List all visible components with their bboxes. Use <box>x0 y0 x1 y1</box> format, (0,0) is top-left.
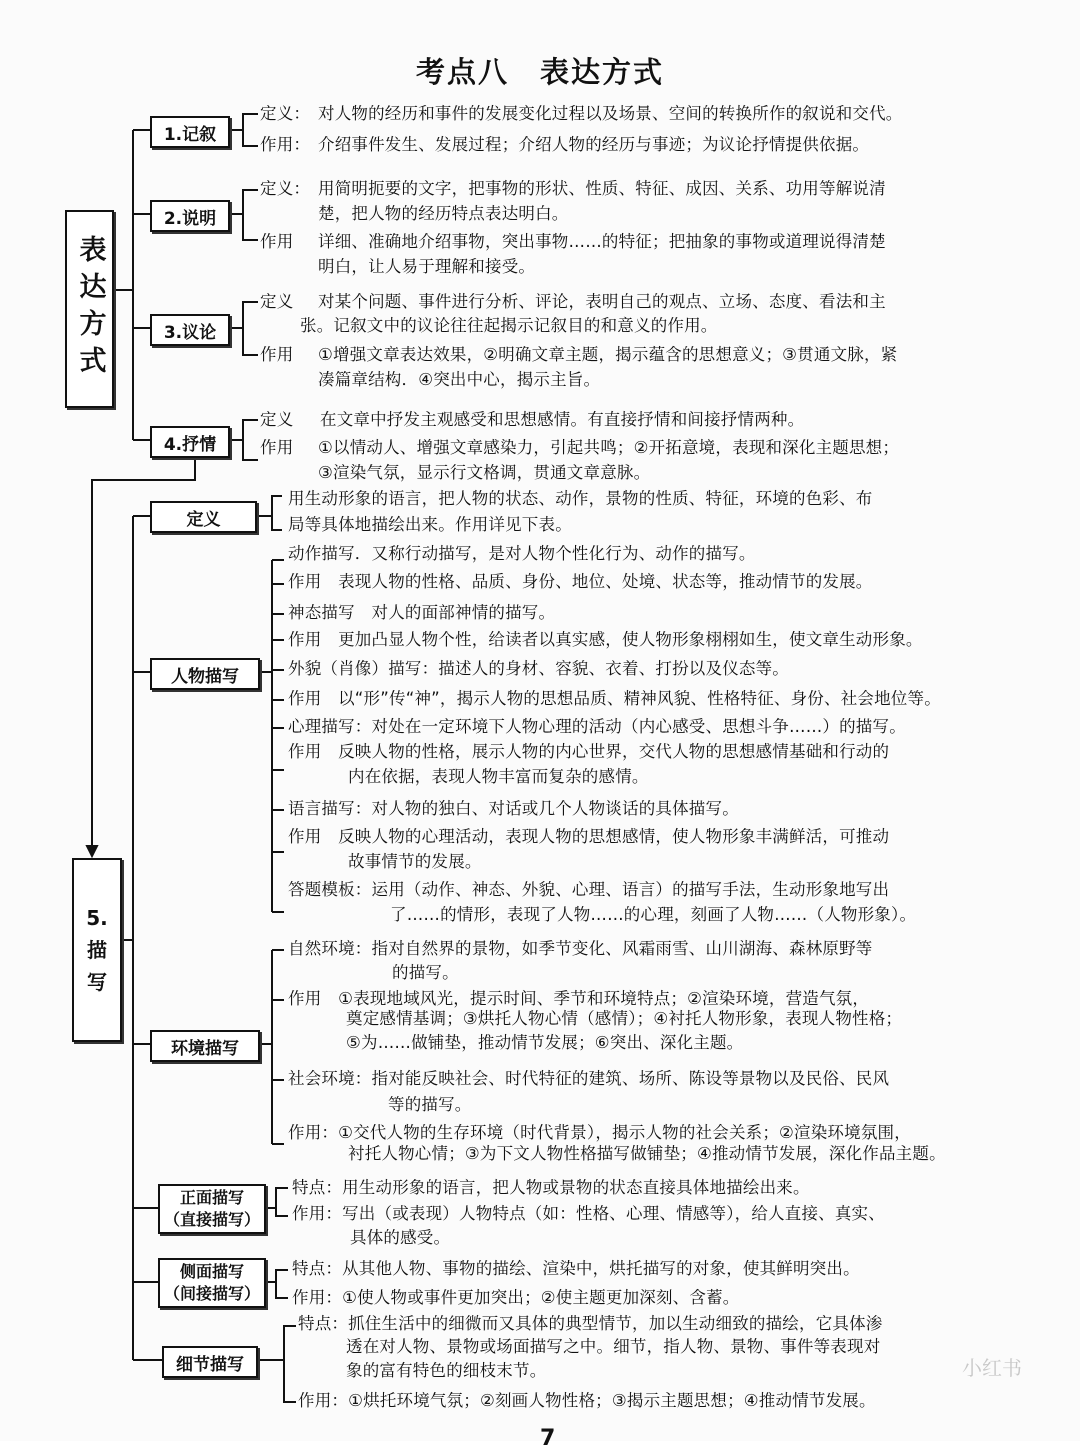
character-description-label: 人物描写 <box>171 666 239 687</box>
character-line-14: 了……的情形，表现了人物……的心理，刻画了人物……（人物形象）。 <box>390 905 917 924</box>
character-line-3: 神态描写 对人的面部神情的描写。 <box>288 603 556 622</box>
narration-def-label: 定义： <box>260 104 311 123</box>
environment-description-label: 环境描写 <box>171 1038 239 1059</box>
argument-def-line2: 张。记叙文中的议论往往起揭示记叙目的和意义的作用。 <box>300 316 718 335</box>
explanation-def-label: 定义： <box>260 179 311 198</box>
character-line-12: 故事情节的发展。 <box>348 852 482 871</box>
environment-line-2: 的描写。 <box>392 963 459 982</box>
section-explanation-label: 2.说明 <box>163 208 217 229</box>
explanation-use-line2: 明白，让人易于理解和接受。 <box>318 257 536 276</box>
environment-line-7: 等的描写。 <box>388 1095 472 1114</box>
description-definition-box <box>150 501 257 533</box>
detail-line-3: 象的富有特色的细枝末节。 <box>346 1361 547 1380</box>
direct-line-2: 作用：写出（或表现）人物特点（如：性格、心理、情感等），给人直接、真实、 <box>292 1204 885 1223</box>
direct-description-label-2: （直接描写） <box>163 1210 260 1229</box>
watermark: 小红书 <box>962 1356 1022 1380</box>
section-argument-label: 3.议论 <box>163 322 217 343</box>
direct-description-box <box>158 1184 266 1234</box>
argument-def-line1: 对某个问题、事件进行分析、评论，表明自己的观点、立场、态度、看法和主 <box>318 292 886 311</box>
narration-def-text: 对人物的经历和事件的发展变化过程以及场景、空间的转换所作的叙说和交代。 <box>318 104 903 123</box>
argument-use-line1: ①增强文章表达效果，②明确文章主题，揭示蕴含的思想意义；③贯通文脉，紧 <box>318 345 898 364</box>
page-number: 7 <box>540 1426 556 1451</box>
explanation-use-line1: 详细、准确地介绍事物，突出事物……的特征；把抽象的事物或道理说得清楚 <box>318 232 886 251</box>
environment-line-8: 作用：①交代人物的生存环境（时代背景），揭示人物的社会关系；②渲染环境氛围， <box>288 1123 911 1142</box>
environment-description-box <box>150 1030 260 1062</box>
argument-use-line2: 凑篇章结构．④突出中心，揭示主旨。 <box>318 370 601 389</box>
section-lyric-box <box>150 426 230 458</box>
argument-use-label: 作用 <box>260 345 294 364</box>
description-char-1: 描 <box>87 938 107 962</box>
lyric-use-label: 作用 <box>260 438 294 457</box>
description-char-2: 写 <box>87 970 107 994</box>
character-line-13: 答题模板：运用（动作、神态、外貌、心理、语言）的描写手法，生动形象地写出 <box>288 880 890 899</box>
environment-line-4: 奠定感情基调；③烘托人物心情（感情）；④衬托人物形象，表现人物性格； <box>346 1009 903 1028</box>
section-argument-box <box>150 314 230 346</box>
narration-use-text: 介绍事件发生、发展过程；介绍人物的经历与事迹；为议论抒情提供依据。 <box>318 135 870 154</box>
description-root-box <box>72 858 122 1042</box>
description-definition-line2: 局等具体地描绘出来。作用详见下表。 <box>288 515 572 534</box>
detail-line-2: 透在对人物、景物或场面描写之中。细节，指人物、景物、事件等表现对 <box>346 1337 881 1356</box>
detail-line-1: 特点：抓住生活中的细微而又具体的典型情节，加以生动细致的描绘，它具体渗 <box>298 1314 883 1333</box>
character-line-8: 作用 反映人物的性格，展示人物的内心世界，交代人物的思想感情基础和行动的 <box>288 742 890 761</box>
section-narration-box <box>150 116 230 148</box>
character-line-2: 作用 表现人物的性格、品质、身份、地位、处境、状态等，推动情节的发展。 <box>288 572 873 591</box>
direct-line-3: 具体的感受。 <box>350 1228 451 1247</box>
root-box-expression-modes <box>65 210 114 408</box>
detail-line-4: 作用：①烘托环境气氛；②刻画人物性格；③揭示主题思想；④推动情节发展。 <box>298 1391 876 1410</box>
direct-description-label-1: 正面描写 <box>179 1188 244 1207</box>
detail-description-box <box>162 1346 258 1378</box>
lyric-use-line2: ③渲染气氛，显示行文格调，贯通文章意脉。 <box>318 463 651 482</box>
section-narration-label: 1.记叙 <box>163 124 217 145</box>
character-line-5: 外貌（肖像）描写：描述人的身材、容貌、衣着、打扮以及仪态等。 <box>288 659 789 678</box>
direct-line-1: 特点：用生动形象的语言，把人物或景物的状态直接具体地描绘出来。 <box>292 1178 810 1197</box>
environment-line-5: ⑤为……做铺垫，推动情节发展；⑥突出、深化主题。 <box>346 1033 744 1052</box>
character-description-box <box>150 658 260 690</box>
description-num: 5. <box>86 906 108 930</box>
environment-line-1: 自然环境：指对自然界的景物，如季节变化、风霜雨雪、山川湖海、森林原野等 <box>288 939 873 958</box>
indirect-line-2: 作用：①使人物或事件更加突出；②使主题更加深刻、含蓄。 <box>292 1288 740 1307</box>
environment-line-3: 作用 ①表现地域风光，提示时间、季节和环境特点；②渲染环境，营造气氛， <box>288 989 870 1008</box>
character-line-4: 作用 更加凸显人物个性，给读者以真实感，使人物形象栩栩如生，使文章生动形象。 <box>288 630 923 649</box>
narration-use-label: 作用： <box>260 135 311 154</box>
argument-def-label: 定义 <box>260 292 294 311</box>
explanation-def-line2: 楚，把人物的经历特点表达明白。 <box>318 204 569 223</box>
character-line-1: 动作描写．又称行动描写，是对人物个性化行为、动作的描写。 <box>288 544 756 563</box>
character-line-7: 心理描写：对处在一定环境下人物心理的活动（内心感受、思想斗争……）的描写。 <box>288 717 906 736</box>
description-definition-line1: 用生动形象的语言，把人物的状态、动作，景物的性质、特征，环境的色彩、布 <box>288 489 873 508</box>
detail-description-label: 细节描写 <box>176 1354 244 1375</box>
section-lyric-label: 4.抒情 <box>163 434 217 455</box>
explanation-def-line1: 用简明扼要的文字，把事物的形状、性质、特征、成因、关系、功用等解说清 <box>318 179 886 198</box>
character-line-6: 作用 以“形”传“神”，揭示人物的思想品质、精神风貌、性格特征、身份、社会地位等。 <box>288 689 941 708</box>
lyric-use-line1: ①以情动人、增强文章感染力，引起共鸣；②开拓意境，表现和深化主题思想； <box>318 438 900 457</box>
description-definition-label: 定义 <box>186 509 221 530</box>
character-line-10: 语言描写：对人物的独白、对话或几个人物谈话的具体描写。 <box>288 799 739 818</box>
indirect-description-box <box>158 1258 266 1308</box>
indirect-description-label-1: 侧面描写 <box>179 1262 244 1281</box>
explanation-use-label: 作用 <box>260 232 294 251</box>
indirect-description-label-2: （间接描写） <box>163 1284 260 1303</box>
environment-line-9: 衬托人物心情；③为下文人物性格描写做铺垫；④推动情节发展，深化作品主题。 <box>348 1144 946 1163</box>
character-line-9: 内在依据，表现人物丰富而复杂的感情。 <box>348 767 649 786</box>
root-label: 表达方式 <box>74 235 106 383</box>
environment-line-6: 社会环境：指对能反映社会、时代特征的建筑、场所、陈设等景物以及民俗、民风 <box>288 1069 890 1088</box>
indirect-line-1: 特点：从其他人物、事物的描绘、渲染中，烘托描写的对象，使其鲜明突出。 <box>292 1259 860 1278</box>
lyric-def-text: 在文章中抒发主观感受和思想感情。有直接抒情和间接抒情两种。 <box>320 410 805 429</box>
character-line-11: 作用 反映人物的心理活动，表现人物的思想感情，使人物形象丰满鲜活，可推动 <box>288 827 890 846</box>
section-explanation-box <box>150 200 230 232</box>
page-title: 考点八 表达方式 <box>415 55 664 89</box>
lyric-def-label: 定义 <box>260 410 294 429</box>
